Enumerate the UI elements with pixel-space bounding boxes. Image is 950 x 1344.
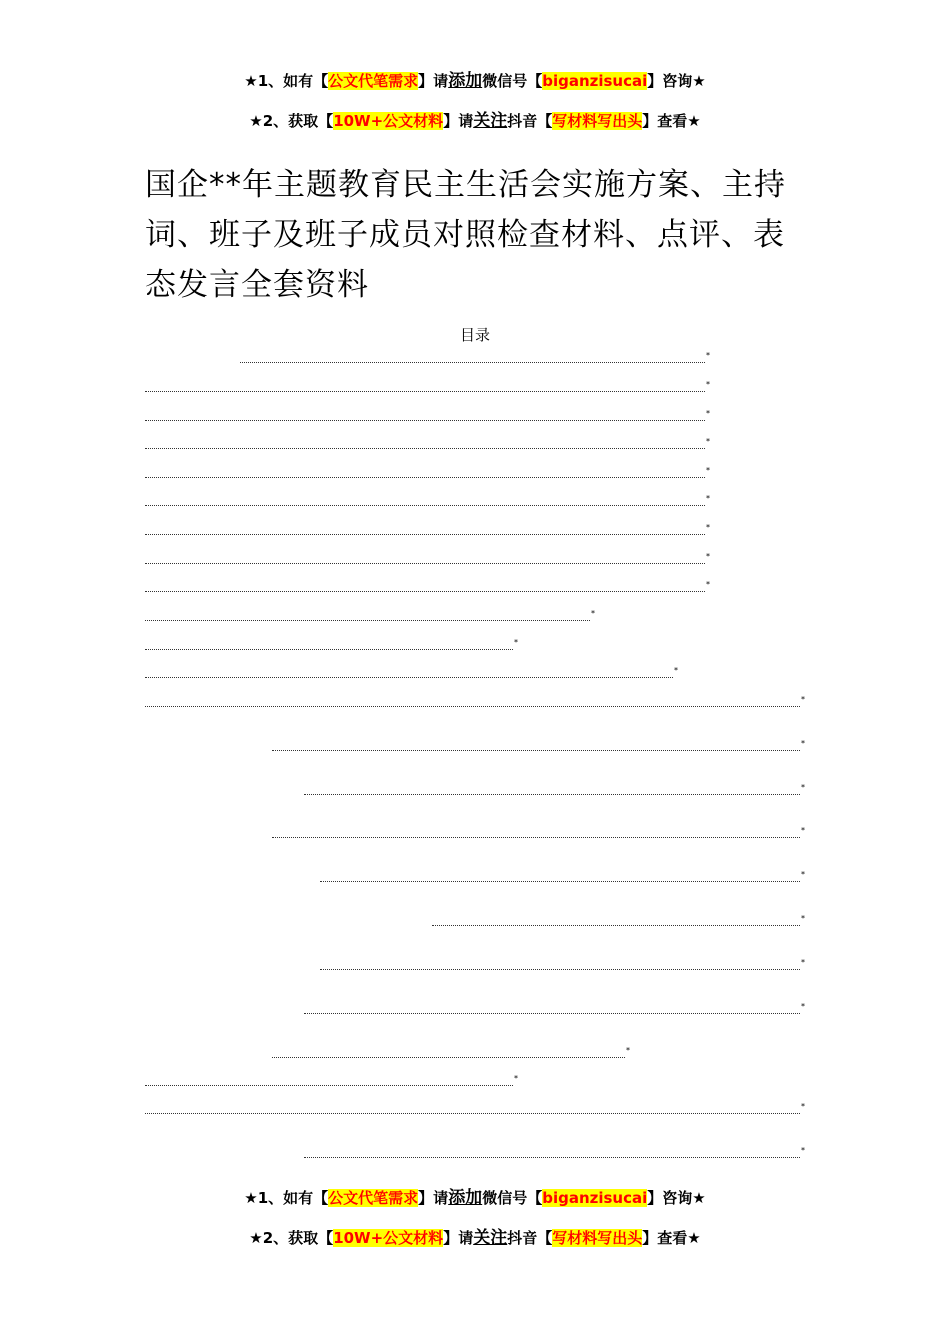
promo-text: 添加 [448, 71, 483, 91]
toc-page-marker: * [706, 466, 710, 475]
toc-page-marker: * [706, 351, 710, 360]
toc-leader-dots [145, 533, 705, 535]
toc-page-marker: * [514, 638, 518, 647]
toc-leader-dots [304, 793, 800, 795]
promo-text: 公文代笔需求 [328, 72, 419, 90]
toc-leader-dots [145, 562, 705, 564]
toc-page-marker: * [591, 609, 595, 618]
toc-page-marker: * [801, 739, 805, 748]
toc-leader-dots [145, 1084, 513, 1086]
promo-text: 公文代笔需求 [328, 1189, 419, 1207]
toc-page-marker: * [706, 409, 710, 418]
toc-leader-dots [432, 924, 800, 926]
promo-text: 10W+公文材料 [333, 112, 444, 130]
promo-text: 写材料写出头 [552, 1229, 643, 1247]
toc-leader-dots [145, 590, 705, 592]
promo-text: biganzisucai [542, 72, 648, 90]
toc-page-marker: * [706, 380, 710, 389]
promo-text: ★1、如有【 [244, 72, 329, 90]
promo-text: 】咨询★ [647, 1189, 706, 1207]
toc-leader-dots [272, 836, 800, 838]
promo-text: 】查看★ [642, 112, 701, 130]
toc-page-marker: * [801, 1002, 805, 1011]
toc-leader-dots [145, 447, 705, 449]
promo-text: ★1、如有【 [244, 1189, 329, 1207]
toc-page-marker: * [626, 1046, 630, 1055]
promo-text: biganzisucai [542, 1189, 648, 1207]
toc-page-marker: * [706, 552, 710, 561]
toc-page-marker: * [706, 580, 710, 589]
promo-line-2 [0, 1227, 950, 1249]
promo-text: 】查看★ [642, 1229, 701, 1247]
promo-text: 】请 [443, 112, 474, 130]
promo-line-2 [0, 110, 950, 132]
toc-leader-dots [145, 705, 800, 707]
toc-leader-dots [272, 1056, 625, 1058]
toc-page-marker: * [514, 1074, 518, 1083]
promo-text: ★2、获取【 [249, 1229, 334, 1247]
toc-page-marker: * [801, 1146, 805, 1155]
toc-leader-dots [145, 1112, 800, 1114]
promo-text: 写材料写出头 [552, 112, 643, 130]
toc-page-marker: * [801, 914, 805, 923]
toc-leader-dots [304, 1156, 800, 1158]
toc-leader-dots [145, 476, 705, 478]
promo-text: 】请 [443, 1229, 474, 1247]
toc-page-marker: * [801, 1102, 805, 1111]
toc-leader-dots [145, 390, 705, 392]
toc-page-marker: * [801, 783, 805, 792]
promo-text: 】咨询★ [647, 72, 706, 90]
toc-page-marker: * [706, 523, 710, 532]
toc-leader-dots [320, 968, 800, 970]
promo-text: ★2、获取【 [249, 112, 334, 130]
toc-page-marker: * [801, 695, 805, 704]
toc-leader-dots [145, 676, 673, 678]
promo-line-1 [0, 1187, 950, 1209]
toc-leader-dots [240, 361, 705, 363]
promo-text: 抖音【 [507, 1229, 553, 1247]
promo-text: 微信号【 [482, 1189, 543, 1207]
toc-leader-dots [145, 648, 513, 650]
promo-text: 关注 [473, 1228, 508, 1248]
promo-text: 关注 [473, 111, 508, 131]
promo-text: 10W+公文材料 [333, 1229, 444, 1247]
toc-page-marker: * [674, 666, 678, 675]
toc-page-marker: * [706, 494, 710, 503]
toc-leader-dots [304, 1012, 800, 1014]
toc-leader-dots [320, 880, 800, 882]
toc-leader-dots [272, 749, 800, 751]
promo-text: 】请 [418, 72, 449, 90]
promo-text: 抖音【 [507, 112, 553, 130]
toc-page-marker: * [706, 437, 710, 446]
document-title: 国企**年主题教育民主生活会实施方案、主持词、班子及班子成员对照检查材料、点评、表态发言全套资料 [145, 167, 786, 303]
toc-page-marker: * [801, 870, 805, 879]
toc-leader-dots [145, 619, 590, 621]
toc-leader-dots [145, 504, 705, 506]
promo-text: 添加 [448, 1188, 483, 1208]
toc-page-marker: * [801, 958, 805, 967]
promo-text: 微信号【 [482, 72, 543, 90]
promo-text: 】请 [418, 1189, 449, 1207]
toc-heading: 目录 [459, 326, 490, 344]
toc-page-marker: * [801, 826, 805, 835]
toc-leader-dots [145, 419, 705, 421]
promo-line-1 [0, 70, 950, 92]
